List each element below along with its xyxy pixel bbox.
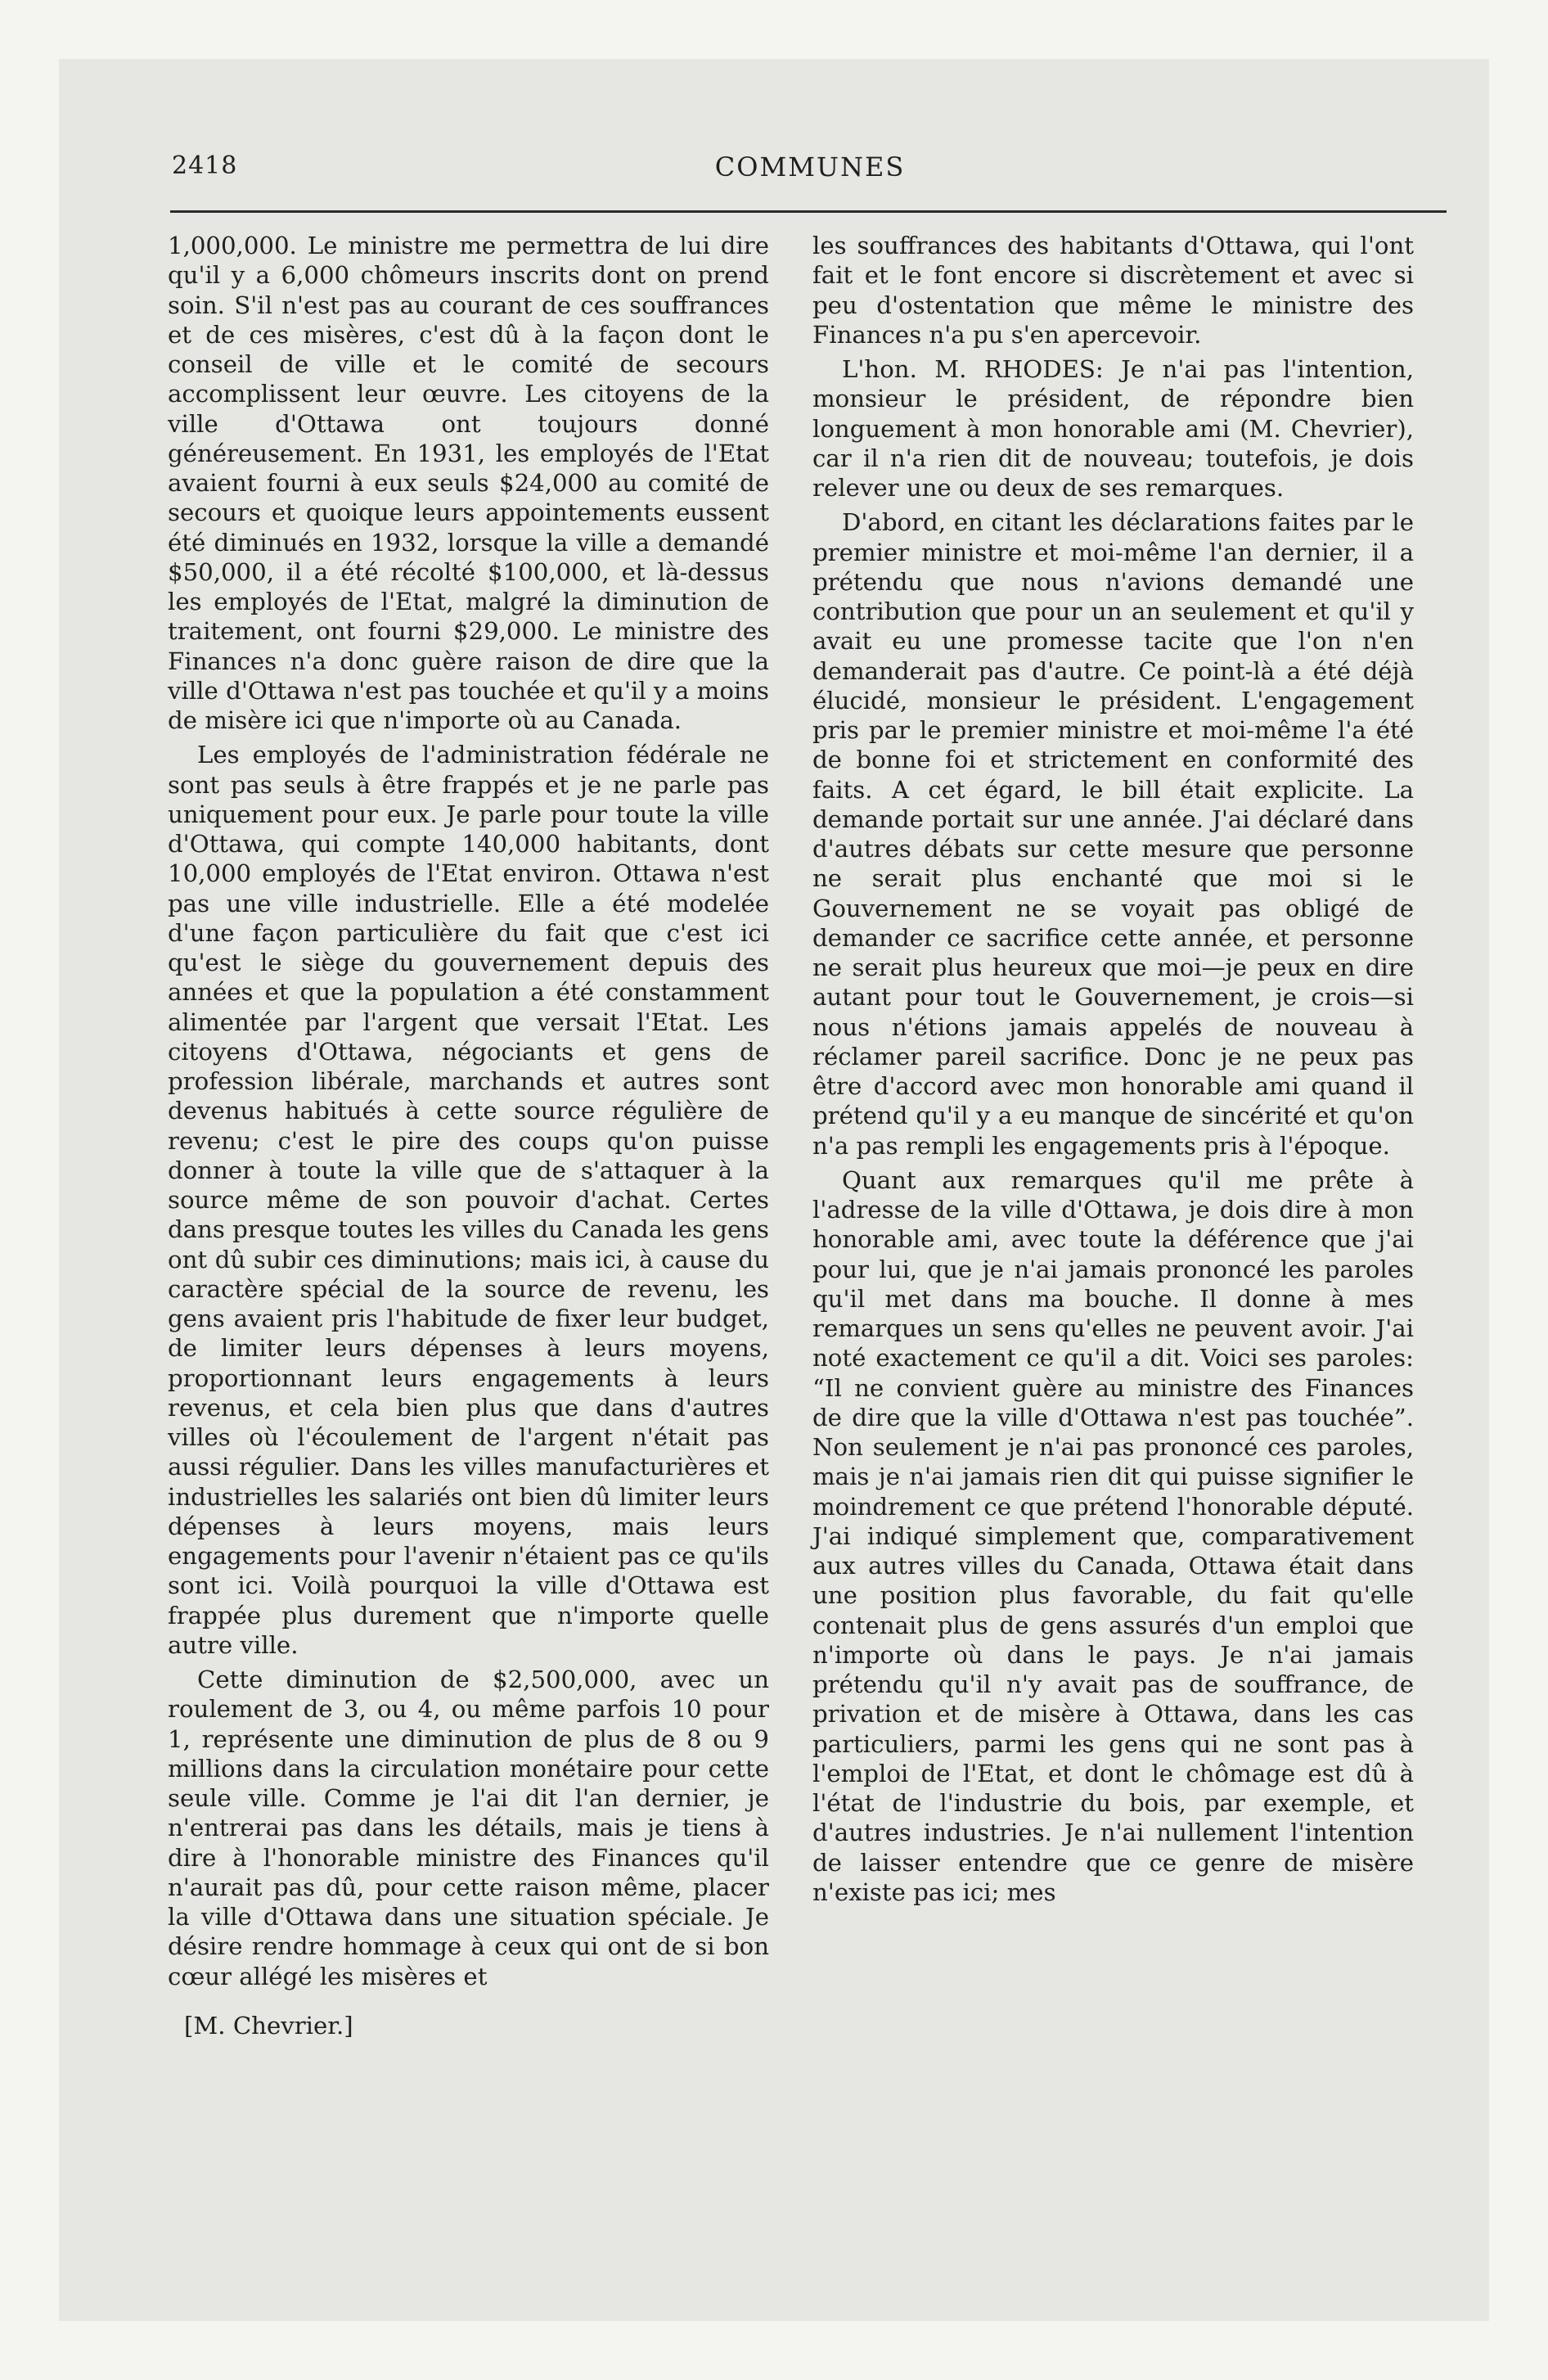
paragraph: Les employés de l'administration fédérale ne sont pas seuls à être frappés et je ne parle pas uniquement pour eux. Je parle pour toute la ville d'Ottawa, qui compte 140,000 habitants, dont 10,000 employés de l'Etat environ. Ottawa n'est pas une ville industrielle. Elle a été modelée d'une façon particulière du fait que c'est ici qu'est le siège du gouvernement depuis des années et que la population a été constamment alimentée par l'argent que versait l'Etat. Les citoyens d'Ottawa, négociants et gens de profession libérale, marchands et autres sont devenus habitués à cette source régulière de revenu; c'est le pire des coups qu'on puisse donner à toute la ville que de s'attaquer à la source même de son pouvoir d'achat. Certes dans presque toutes les villes du Canada les gens ont dû subir ces diminutions; mais ici, à cause du caractère spécial de la source de revenu, les gens avaient pris l'habitude de fixer leur budget, de limiter leurs dépenses à leurs moyens, proportionnant leurs engagements à leurs revenus, et cela bien plus que dans d'autres villes où l'écoulement de l'argent n'était pas aussi régulier. Dans les villes manufacturières et industrielles les salariés ont bien dû limiter leurs dépenses à leurs moyens, mais leurs engagements pour l'avenir n'étaient pas ce qu'ils sont ici. Voilà pourquoi la ville d'Ottawa est frappée plus durement que n'importe quelle autre ville. (168, 741, 769, 1659)
page-header (172, 151, 1448, 192)
paragraph: L'hon. M. RHODES: Je n'ai pas l'intention, monsieur le président, de répondre bien longuement à mon honorable ami (M. Chevrier), car il n'a rien dit de nouveau; toutefois, je dois relever une ou deux de ses remarques. (812, 355, 1414, 502)
paragraph: Cette diminution de $2,500,000, avec un roulement de 3, ou 4, ou même parfois 10 pour 1, représente une diminution de plus de 8 ou 9 millions dans la circulation monétaire pour cette seule ville. Comme je l'ai dit l'an dernier, je n'entrerai pas dans les détails, mais je tiens à dire à l'honorable ministre des Finances qu'il n'aurait pas dû, pour cette raison même, placer la ville d'Ottawa dans une situation spéciale. Je désire rendre hommage à ceux qui ont de si bon cœur allégé les misères et (168, 1666, 769, 1990)
header-rule (170, 210, 1447, 213)
page-number: 2418 (172, 151, 238, 180)
right-column (812, 231, 1414, 1907)
left-column (168, 231, 769, 2040)
paragraph: 1,000,000. Le ministre me permettra de lui dire qu'il y a 6,000 chômeurs inscrits dont on prend soin. S'il n'est pas au courant de ces souffrances et de ces misères, c'est dû à la façon dont le conseil de ville et le comité de secours accomplissent leur œuvre. Les citoyens de la ville d'Ottawa ont toujours donné généreusement. En 1931, les employés de l'Etat avaient fourni à eux seuls $24,000 au comité de secours et quoique leurs appointements eussent été diminués en 1932, lorsque la ville a demandé $50,000, il a été récolté $100,000, et là-dessus les employés de l'Etat, malgré la diminution de traitement, ont fourni $29,000. Le ministre des Finances n'a donc guère raison de dire que la ville d'Ottawa n'est pas touchée et qu'il y a moins de misère ici que n'importe où au Canada. (168, 232, 769, 734)
paragraph: les souffrances des habitants d'Ottawa, qui l'ont fait et le font encore si discrètement et avec si peu d'ostentation que même le ministre des Finances n'a pu s'en apercevoir. (812, 232, 1414, 349)
paragraph: Quant aux remarques qu'il me prête à l'adresse de la ville d'Ottawa, je dois dire à mon honorable ami, avec toute la déférence que j'ai pour lui, que je n'ai jamais prononcé les paroles qu'il met dans ma bouche. Il donne à mes remarques un sens qu'elles ne peuvent avoir. J'ai noté exactement ce qu'il a dit. Voici ses paroles: “Il ne convient guère au ministre des Finances de dire que la ville d'Ottawa n'est pas touchée”. Non seulement je n'ai pas prononcé ces paroles, mais je n'ai jamais rien dit qui puisse signifier le moindrement ce que prétend l'honorable député. J'ai indiqué simplement que, comparativement aux autres villes du Canada, Ottawa était dans une position plus favorable, du fait qu'elle contenait plus de gens assurés d'un emploi que n'importe où dans le pays. Je n'ai jamais prétendu qu'il n'y avait pas de souffrance, de privation et de misère à Ottawa, dans les cas particuliers, parmi les gens qui ne sont pas à l'emploi de l'Etat, et dont le chômage est dû à l'état de l'industrie du bois, par exemple, et d'autres industries. Je n'ai nullement l'intention de laisser entendre que ce genre de misère n'existe pas ici; mes (812, 1165, 1414, 1906)
running-title: COMMUNES (714, 151, 906, 183)
speaker-attribution: [M. Chevrier.] (184, 2011, 353, 2040)
paragraph: D'abord, en citant les déclarations faites par le premier ministre et moi-même l'an dernier, il a prétendu que nous n'avions demandé une contribution que pour un an seulement et qu'il y avait eu une promesse tacite que l'on n'en demanderait pas d'autre. Ce point-là a été déjà élucidé, monsieur le président. L'engagement pris par le premier ministre et moi-même l'a été de bonne foi et strictement en conformité des faits. A cet égard, le bill était explicite. La demande portait sur une année. J'ai déclaré dans d'autres débats sur cette mesure que personne ne serait plus enchanté que moi si le Gouvernement ne se voyait pas obligé de demander ce sacrifice cette année, et personne ne serait plus heureux que moi—je peux en dire autant pour tout le Gouvernement, je crois—si nous n'étions jamais appelés de nouveau à réclamer pareil sacrifice. Donc je ne peux pas être d'accord avec mon honorable ami quand il prétend qu'il y a eu manque de sincérité et qu'on n'a pas rempli les engagements pris à l'époque. (812, 508, 1414, 1160)
